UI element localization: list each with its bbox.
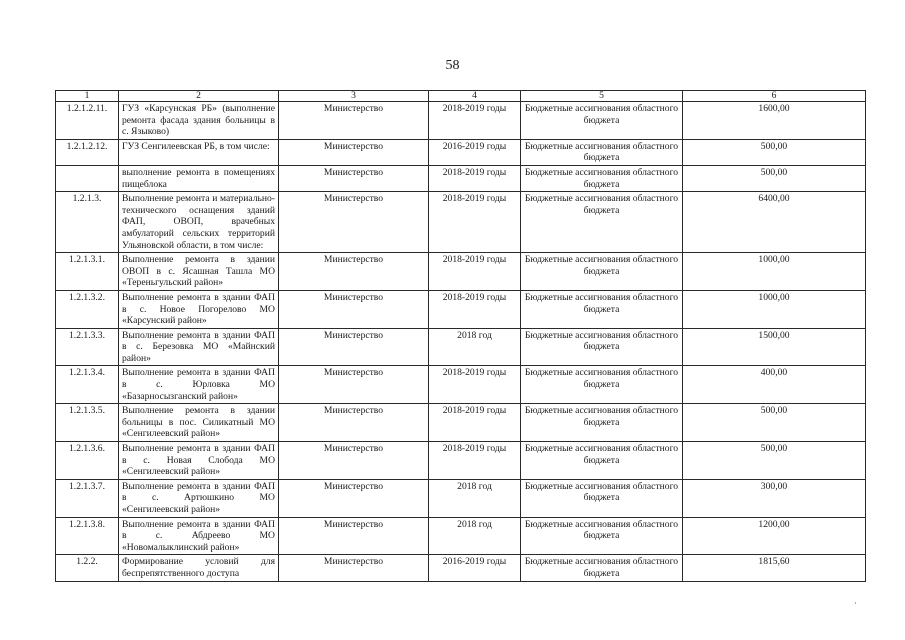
row-description: Выполнение ремонта в здании ФАП в с. Березовка МО «Майнский район» <box>119 328 279 366</box>
row-amount: 1815,60 <box>683 555 866 581</box>
row-description: ГУЗ «Карсунская РБ» (выполнение ремонта фасада здания больницы в с. Языково) <box>119 102 279 140</box>
row-number: 1.2.1.3.5. <box>56 404 119 442</box>
table-row <box>56 139 866 165</box>
row-period: 2018-2019 годы <box>429 290 521 328</box>
header-row <box>56 91 866 102</box>
table-row <box>56 479 866 517</box>
row-amount: 1000,00 <box>683 253 866 291</box>
table-row <box>56 517 866 555</box>
row-executor: Министерство <box>279 404 429 442</box>
page-number: 58 <box>445 58 460 73</box>
row-number: 1.2.1.3.4. <box>56 366 119 404</box>
row-funding-source: Бюджетные ассигнования областного бюджета <box>521 366 683 404</box>
row-number: 1.2.1.3.6. <box>56 442 119 480</box>
row-funding-source: Бюджетные ассигнования областного бюджета <box>521 165 683 191</box>
row-number: 1.2.1.3.7. <box>56 479 119 517</box>
program-table <box>55 90 866 582</box>
row-funding-source: Бюджетные ассигнования областного бюджета <box>521 192 683 253</box>
row-description: Выполнение ремонта в здании ФАП в с. Абдреево МО «Новомалыклинский район» <box>119 517 279 555</box>
row-executor: Министерство <box>279 555 429 581</box>
row-description: Выполнение ремонта в здании больницы в пос. Силикатный МО «Сенгилеевский район» <box>119 404 279 442</box>
row-period: 2016-2019 годы <box>429 139 521 165</box>
column-header: 1 <box>56 91 119 102</box>
row-executor: Министерство <box>279 366 429 404</box>
row-amount: 1500,00 <box>683 328 866 366</box>
row-period: 2018 год <box>429 328 521 366</box>
row-amount: 300,00 <box>683 479 866 517</box>
row-executor: Министерство <box>279 517 429 555</box>
row-funding-source: Бюджетные ассигнования областного бюджета <box>521 290 683 328</box>
row-description: выполнение ремонта в помещениях пищеблока <box>119 165 279 191</box>
row-amount: 500,00 <box>683 442 866 480</box>
row-description: Выполнение ремонта в здании ФАП в с. Новая Слобода МО «Сенгилеевский район» <box>119 442 279 480</box>
row-amount: 1000,00 <box>683 290 866 328</box>
column-header: 4 <box>429 91 521 102</box>
row-funding-source: Бюджетные ассигнования областного бюджета <box>521 139 683 165</box>
row-executor: Министерство <box>279 253 429 291</box>
row-description: Выполнение ремонта в здании ФАП в с. Юрловка МО «Базарносызганский район» <box>119 366 279 404</box>
table-row <box>56 555 866 581</box>
row-number: 1.2.1.3.3. <box>56 328 119 366</box>
row-description: Выполнение ремонта в здании ФАП в с. Артюшкино МО «Сенгилеевский район» <box>119 479 279 517</box>
row-funding-source: Бюджетные ассигнования областного бюджета <box>521 479 683 517</box>
row-executor: Министерство <box>279 165 429 191</box>
row-executor: Министерство <box>279 139 429 165</box>
row-number: 1.2.1.3.2. <box>56 290 119 328</box>
row-description: Выполнение ремонта в здании ФАП в с. Новое Погорелово МО «Карсунский район» <box>119 290 279 328</box>
table-row <box>56 102 866 140</box>
row-funding-source: Бюджетные ассигнования областного бюджета <box>521 555 683 581</box>
row-executor: Министерство <box>279 442 429 480</box>
row-number: 1.2.1.3. <box>56 192 119 253</box>
column-header: 5 <box>521 91 683 102</box>
row-period: 2016-2019 годы <box>429 555 521 581</box>
row-executor: Министерство <box>279 102 429 140</box>
row-period: 2018 год <box>429 479 521 517</box>
row-number: 1.2.1.2.12. <box>56 139 119 165</box>
row-amount: 6400,00 <box>683 192 866 253</box>
row-amount: 1200,00 <box>683 517 866 555</box>
row-description: ГУЗ Сенгилеевская РБ, в том числе: <box>119 139 279 165</box>
row-period: 2018-2019 годы <box>429 253 521 291</box>
row-executor: Министерство <box>279 479 429 517</box>
row-number: 1.2.1.2.11. <box>56 102 119 140</box>
row-executor: Министерство <box>279 328 429 366</box>
row-period: 2018-2019 годы <box>429 404 521 442</box>
row-executor: Министерство <box>279 290 429 328</box>
table-row <box>56 366 866 404</box>
row-period: 2018-2019 годы <box>429 442 521 480</box>
row-amount: 1600,00 <box>683 102 866 140</box>
row-funding-source: Бюджетные ассигнования областного бюджета <box>521 404 683 442</box>
row-amount: 500,00 <box>683 165 866 191</box>
column-header: 6 <box>683 91 866 102</box>
row-description: Выполнение ремонта в здании ОВОП в с. Ясашная Ташла МО «Тереньгульский район» <box>119 253 279 291</box>
table-row <box>56 253 866 291</box>
row-funding-source: Бюджетные ассигнования областного бюджета <box>521 517 683 555</box>
row-period: 2018-2019 годы <box>429 192 521 253</box>
table-row <box>56 165 866 191</box>
column-header: 3 <box>279 91 429 102</box>
row-funding-source: Бюджетные ассигнования областного бюджета <box>521 102 683 140</box>
column-header: 2 <box>119 91 279 102</box>
row-period: 2018-2019 годы <box>429 165 521 191</box>
row-funding-source: Бюджетные ассигнования областного бюджета <box>521 328 683 366</box>
row-funding-source: Бюджетные ассигнования областного бюджета <box>521 253 683 291</box>
table-row <box>56 328 866 366</box>
table-row <box>56 404 866 442</box>
table-row <box>56 442 866 480</box>
row-funding-source: Бюджетные ассигнования областного бюджета <box>521 442 683 480</box>
row-period: 2018 год <box>429 517 521 555</box>
row-number: 1.2.2. <box>56 555 119 581</box>
row-number: 1.2.1.3.8. <box>56 517 119 555</box>
row-executor: Министерство <box>279 192 429 253</box>
row-period: 2018-2019 годы <box>429 102 521 140</box>
row-description: Выполнение ремонта и материально-технического оснащения зданий ФАП, ОВОП, врачебных амбулаторий сельских территорий Ульяновской области, в том числе: <box>119 192 279 253</box>
row-amount: 500,00 <box>683 404 866 442</box>
table-row <box>56 192 866 253</box>
table-row <box>56 290 866 328</box>
row-amount: 500,00 <box>683 139 866 165</box>
row-number: 1.2.1.3.1. <box>56 253 119 291</box>
scan-mark: · <box>854 598 857 608</box>
row-amount: 400,00 <box>683 366 866 404</box>
row-description: Формирование условий для беспрепятственного доступа <box>119 555 279 581</box>
row-period: 2018-2019 годы <box>429 366 521 404</box>
row-number <box>56 165 119 191</box>
